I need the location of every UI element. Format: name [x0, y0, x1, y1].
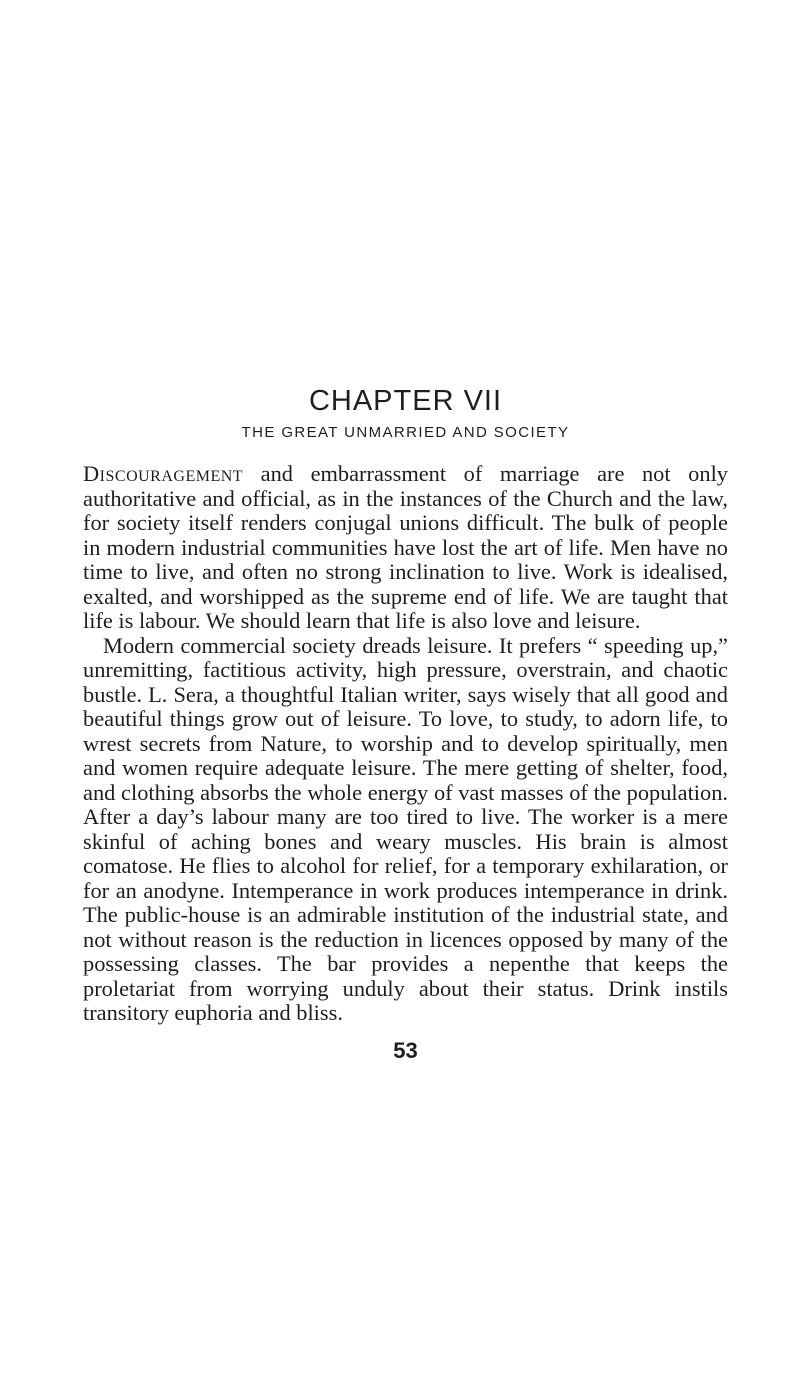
- paragraph-1-text: and embarrassment of marriage are not only authoritative and official, as in the instances of the Church and the law, for society itself renders conjugal unions difficult. The bulk of people in modern industrial communities have lost the art of life. Men have no time to live, and often no strong inclination to live. Work is idealised, exalted, and worshipped as the supreme end of life. We are taught that life is labour. We should learn that life is also love and leisure.: [83, 461, 728, 633]
- paragraph-2: [83, 634, 728, 1026]
- chapter-subtitle: THE GREAT UNMARRIED AND SOCIETY: [241, 424, 570, 441]
- page-number: 53: [393, 1038, 418, 1063]
- chapter-body: [83, 462, 728, 1026]
- paragraph-1: [83, 462, 728, 634]
- paragraph-2-text: Modern commercial society dreads leisure. It prefers “ speeding up,” unremitting, factitious activity, high pressure, overstrain, and chaotic bustle. L. Sera, a thoughtful Italian writer, says wisely that all good and beautiful things grow out of leisure. To love, to study, to adorn life, to wrest secrets from Nature, to worship and to develop spiritually, men and women require adequate leisure. The mere getting of shelter, food, and clothing absorbs the whole energy of vast masses of the population. After a day’s labour many are too tired to live. The worker is a mere skinful of aching bones and weary muscles. His brain is almost comatose. He flies to alcohol for relief, for a temporary exhilaration, or for an anodyne. Intemperance in work produces intemperance in drink. The public-house is an admirable institution of the industrial state, and not without reason is the reduction in licences opposed by many of the possessing classes. The bar provides a nepenthe that keeps the proletariat from worrying unduly about their status. Drink instils transitory euphoria and bliss.: [83, 632, 728, 1025]
- chapter-title: CHAPTER VII: [308, 385, 503, 418]
- paragraph-lead-word: Discouragement: [83, 461, 244, 486]
